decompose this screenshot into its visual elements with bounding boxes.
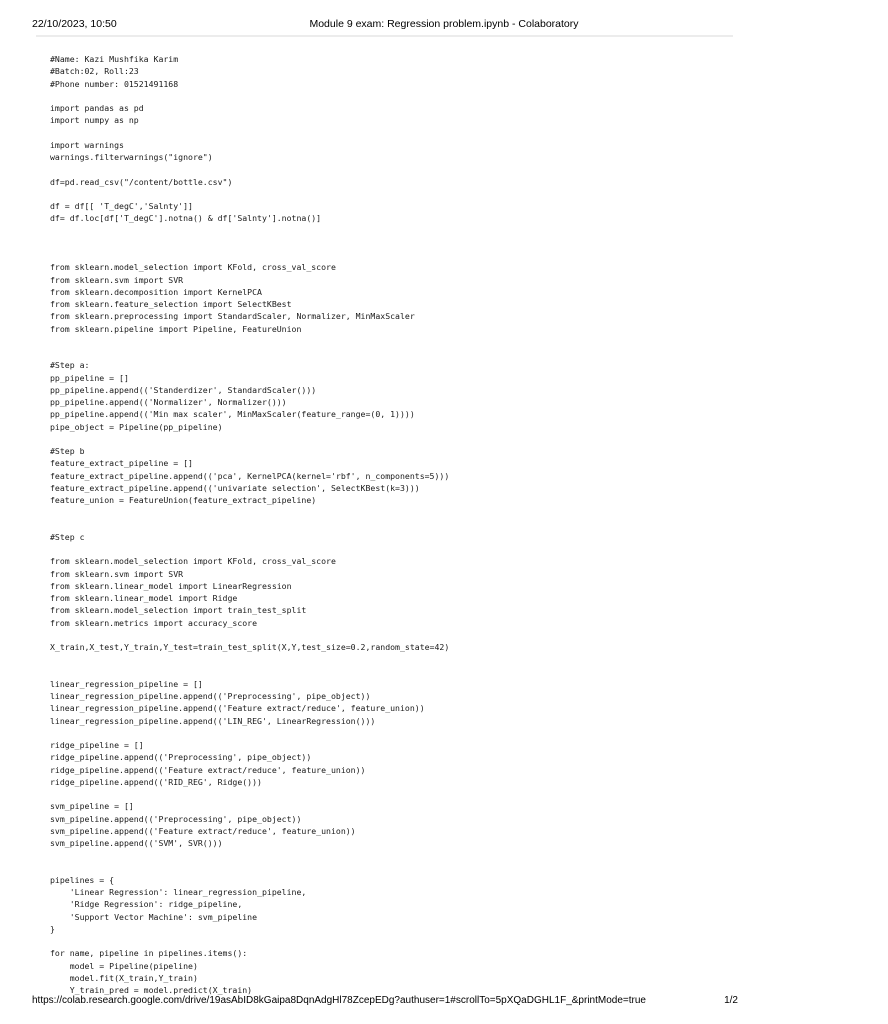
code-line	[50, 849, 730, 861]
code-line: #Step c	[50, 531, 85, 542]
code-line: svm_pipeline.append(('SVM', SVR()))	[50, 838, 223, 848]
code-line: ridge_pipeline.append(('RID_REG', Ridge()))	[50, 776, 262, 787]
code-line: df= df.loc[df['T_degC'].notna() & df['Salnty'].notna()]	[50, 213, 322, 224]
code-line: svm_pipeline.append(('Preprocessing', pipe_object))	[50, 813, 302, 824]
code-line	[50, 653, 730, 665]
code-line: from sklearn.model_selection import KFold, cross_val_score	[50, 556, 336, 567]
code-line: pp_pipeline = []	[50, 372, 129, 383]
code-line: svm_pipeline.append(('Feature extract/reduce', feature_union))	[50, 825, 356, 836]
code-line: feature_union = FeatureUnion(feature_extract_pipeline)	[50, 495, 317, 505]
code-line: feature_extract_pipeline.append(('univariate selection', SelectKBest(k=3)))	[50, 482, 420, 493]
code-line: linear_regression_pipeline.append(('LIN_REG', LinearRegression()))	[50, 715, 376, 726]
code-line: feature_extract_pipeline = []	[50, 458, 193, 469]
print-datetime: 22/10/2023, 10:50	[32, 18, 117, 30]
code-line: model = Pipeline(pipeline)	[50, 960, 198, 971]
print-footer	[0, 994, 768, 1012]
code-line	[50, 127, 730, 139]
print-header	[0, 0, 768, 38]
code-line: from sklearn.pipeline import Pipeline, FeatureUnion	[50, 323, 302, 334]
code-line: linear_regression_pipeline.append(('Preprocessing', pipe_object))	[50, 691, 371, 701]
code-line: from sklearn.svm import SVR	[50, 274, 184, 285]
code-line: feature_extract_pipeline.append(('pca', KernelPCA(kernel='rbf', n_components=5)))	[50, 470, 450, 481]
code-line: from sklearn.model_selection import train_test_split	[50, 605, 307, 616]
code-line	[50, 788, 730, 800]
code-line: ridge_pipeline.append(('Feature extract/reduce', feature_union))	[50, 764, 366, 775]
code-line: from sklearn.feature_selection import SelectKBest	[50, 299, 292, 309]
code-line: from sklearn.preprocessing import StandardScaler, Normalizer, MinMaxScaler	[50, 311, 415, 322]
code-line: for name, pipeline in pipelines.items():	[50, 948, 248, 959]
code-line	[50, 188, 730, 200]
code-line: #Phone number: 01521491168	[50, 78, 179, 89]
code-line: warnings.filterwarnings("ignore")	[50, 152, 213, 162]
code-line: ridge_pipeline = []	[50, 740, 144, 750]
code-line: #Name: Kazi Mushfika Karim	[50, 54, 179, 64]
code-line: pipe_object = Pipeline(pp_pipeline)	[50, 421, 223, 432]
code-line: pp_pipeline.append(('Min max scaler', MinMaxScaler(feature_range=(0, 1))))	[50, 409, 415, 420]
code-line	[50, 666, 730, 678]
code-line: 'Support Vector Machine': svm_pipeline	[50, 911, 258, 922]
code-line	[50, 862, 730, 874]
code-line: df = df[[ 'T_degC','Salnty']]	[50, 201, 193, 211]
page-url: https://colab.research.google.com/drive/19asAbID8kGaipa8DqnAdgHl78ZcepEDg?authuser=1#scrollTo=5pXQaDGHL1F_&printMode=true	[32, 995, 646, 1006]
code-line: model.fit(X_train,Y_train)	[50, 972, 198, 983]
document-title: Module 9 exam: Regression problem.ipynb - Colaboratory	[309, 18, 579, 30]
code-line	[50, 727, 730, 739]
code-line: from sklearn.metrics import accuracy_score	[50, 617, 258, 628]
code-line: from sklearn.linear_model import LinearRegression	[50, 580, 292, 591]
code-line: #Batch:02, Roll:23	[50, 66, 139, 77]
code-line	[50, 347, 730, 359]
code-line	[50, 249, 730, 261]
code-line: svm_pipeline = []	[50, 801, 134, 812]
code-line: import pandas as pd	[50, 103, 144, 113]
code-line: from sklearn.svm import SVR	[50, 568, 184, 579]
page-number: 1/2	[724, 995, 738, 1006]
code-line	[50, 163, 730, 175]
code-line	[50, 543, 730, 555]
code-line: Y_train_pred = model.predict(X_train)	[50, 985, 253, 995]
code-line: pipelines = {	[50, 874, 115, 885]
code-line	[50, 519, 730, 531]
code-line	[50, 90, 730, 102]
code-line: pp_pipeline.append(('Normalizer', Normalizer()))	[50, 397, 287, 407]
code-line: df=pd.read_csv("/content/bottle.csv")	[50, 176, 233, 187]
code-cell	[50, 53, 730, 995]
code-line	[50, 335, 730, 347]
code-line: pp_pipeline.append(('Standerdizer', StandardScaler()))	[50, 384, 317, 395]
code-line: #Step b	[50, 446, 85, 456]
code-line	[50, 237, 730, 249]
code-line: import numpy as np	[50, 115, 139, 126]
code-line: #Step a:	[50, 360, 90, 371]
code-line: from sklearn.model_selection import KFold, cross_val_score	[50, 262, 336, 273]
code-line: 'Linear Regression': linear_regression_pipeline,	[50, 887, 307, 897]
code-line	[50, 225, 730, 237]
code-line: 'Ridge Regression': ridge_pipeline,	[50, 899, 243, 910]
code-line: import warnings	[50, 139, 124, 150]
code-line	[50, 935, 730, 947]
code-line: from sklearn.decomposition import KernelPCA	[50, 286, 262, 297]
code-line: linear_regression_pipeline = []	[50, 678, 203, 689]
code-line: from sklearn.linear_model import Ridge	[50, 593, 238, 603]
code-line: X_train,X_test,Y_train,Y_test=train_test_split(X,Y,test_size=0.2,random_state=42)	[50, 642, 450, 652]
code-line	[50, 506, 730, 518]
header-divider	[36, 35, 733, 37]
code-line: ridge_pipeline.append(('Preprocessing', pipe_object))	[50, 752, 312, 763]
code-line: linear_regression_pipeline.append(('Feature extract/reduce', feature_union))	[50, 703, 425, 714]
code-line: }	[50, 923, 55, 934]
code-line	[50, 433, 730, 445]
code-line	[50, 629, 730, 641]
